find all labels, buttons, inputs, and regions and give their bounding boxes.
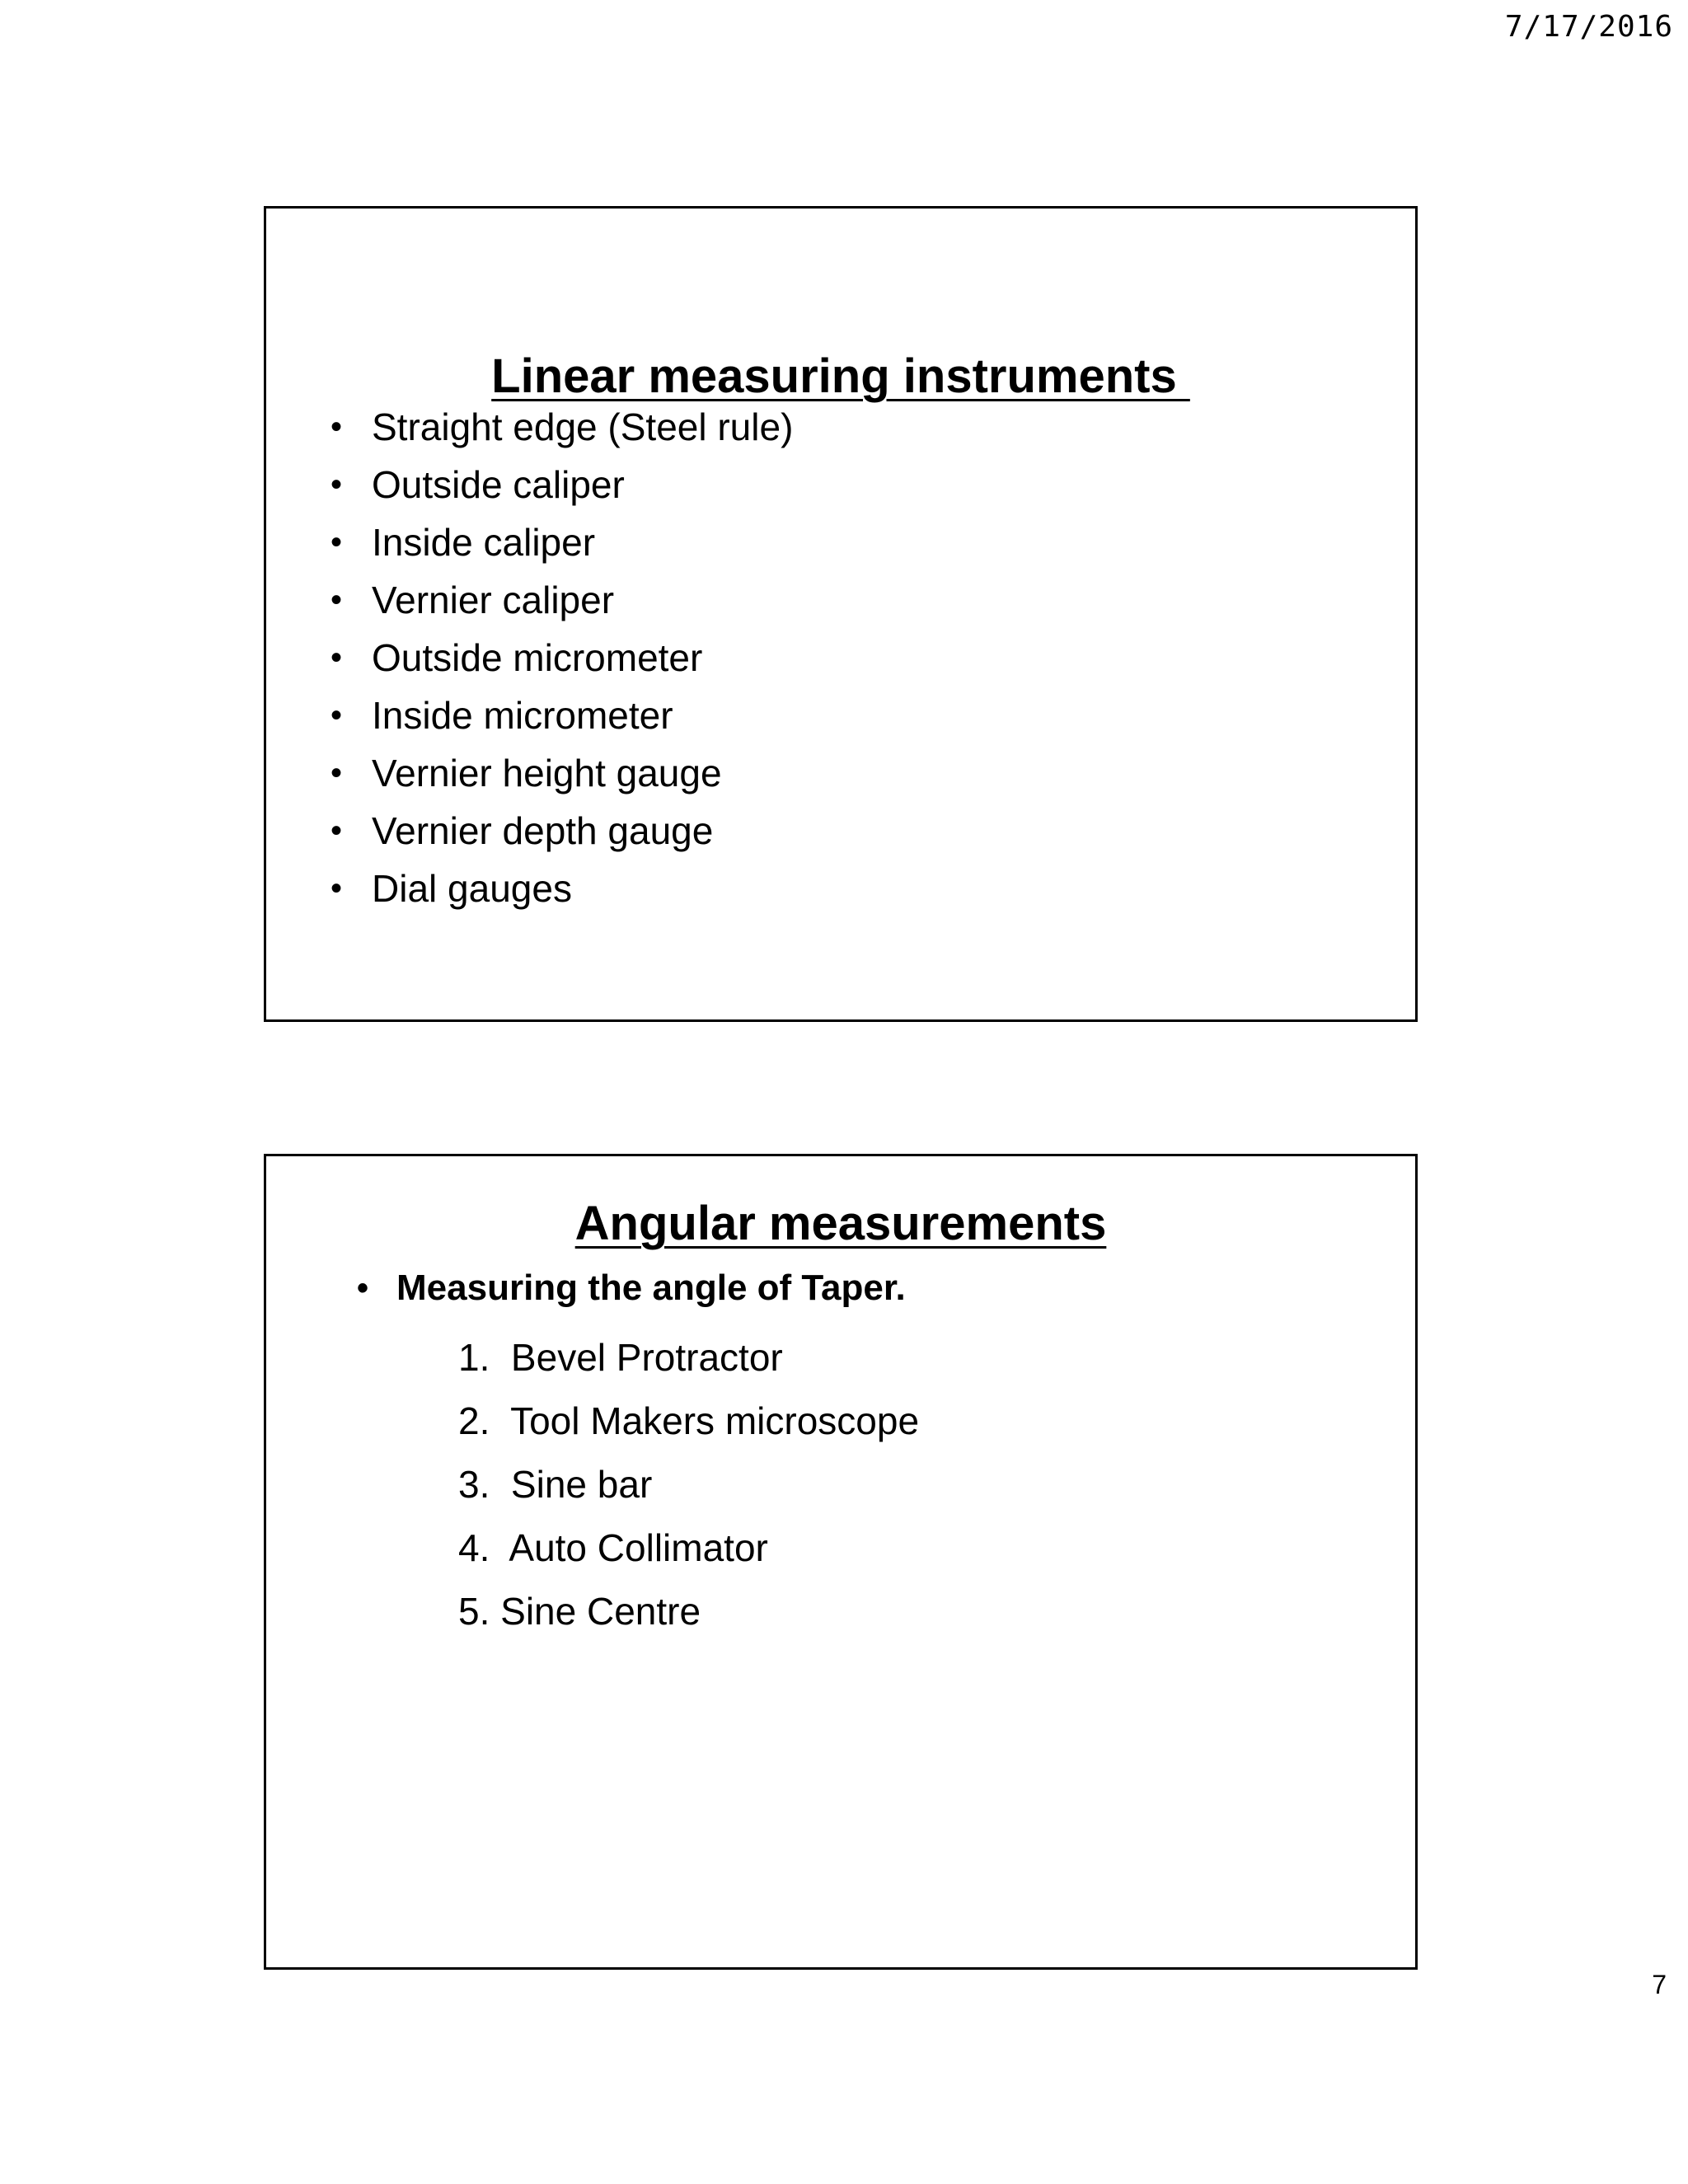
bullet-icon: • <box>331 408 343 445</box>
list-item-text: Dial gauges <box>372 867 572 910</box>
numbered-list <box>458 1325 919 1643</box>
list-item-text: Inside caliper <box>372 521 596 564</box>
list-item-text: Vernier caliper <box>372 579 615 621</box>
list-item-text: Vernier depth gauge <box>372 809 714 852</box>
numbered-item: 3. Sine bar <box>458 1462 653 1506</box>
bullet-icon: • <box>331 869 343 907</box>
bullet-icon: • <box>331 581 343 618</box>
slide-linear-measuring <box>264 206 1418 1022</box>
list-item-text: Measuring the angle of Taper. <box>396 1268 906 1308</box>
numbered-item: 5. Sine Centre <box>458 1589 701 1633</box>
bullet-icon: • <box>357 1269 369 1306</box>
page-number: 7 <box>1652 1970 1667 1999</box>
slide-title: Linear measuring instruments <box>491 349 1190 403</box>
list-item-text: Outside micrometer <box>372 636 703 679</box>
list-item-text: Vernier height gauge <box>372 752 722 794</box>
page-date: 7/17/2016 <box>1504 10 1673 44</box>
list-item <box>331 513 793 571</box>
numbered-item: 2. Tool Makers microscope <box>458 1399 920 1442</box>
list-item <box>331 744 793 802</box>
bullet-icon: • <box>331 812 343 849</box>
bullet-icon: • <box>331 639 343 676</box>
bullet-list <box>331 398 793 917</box>
list-item <box>331 571 793 629</box>
list-item <box>331 860 793 917</box>
list-item-text: Inside micrometer <box>372 694 673 737</box>
bullet-icon: • <box>331 466 343 503</box>
list-item <box>331 802 793 860</box>
bullet-icon: • <box>331 754 343 791</box>
list-item-text: Straight edge (Steel rule) <box>372 405 794 448</box>
list-item <box>357 1268 906 1309</box>
bullet-icon: • <box>331 523 343 560</box>
list-item <box>331 456 793 513</box>
list-item-text: Outside caliper <box>372 463 625 506</box>
bullet-icon: • <box>331 696 343 733</box>
numbered-item: 1. Bevel Protractor <box>458 1335 783 1379</box>
numbered-item: 4. Auto Collimator <box>458 1526 768 1569</box>
slide-title: Angular measurements <box>574 1197 1107 1250</box>
list-item <box>331 629 793 687</box>
list-item <box>331 687 793 744</box>
list-item <box>331 398 793 456</box>
slide-angular-measurements <box>264 1154 1418 1970</box>
